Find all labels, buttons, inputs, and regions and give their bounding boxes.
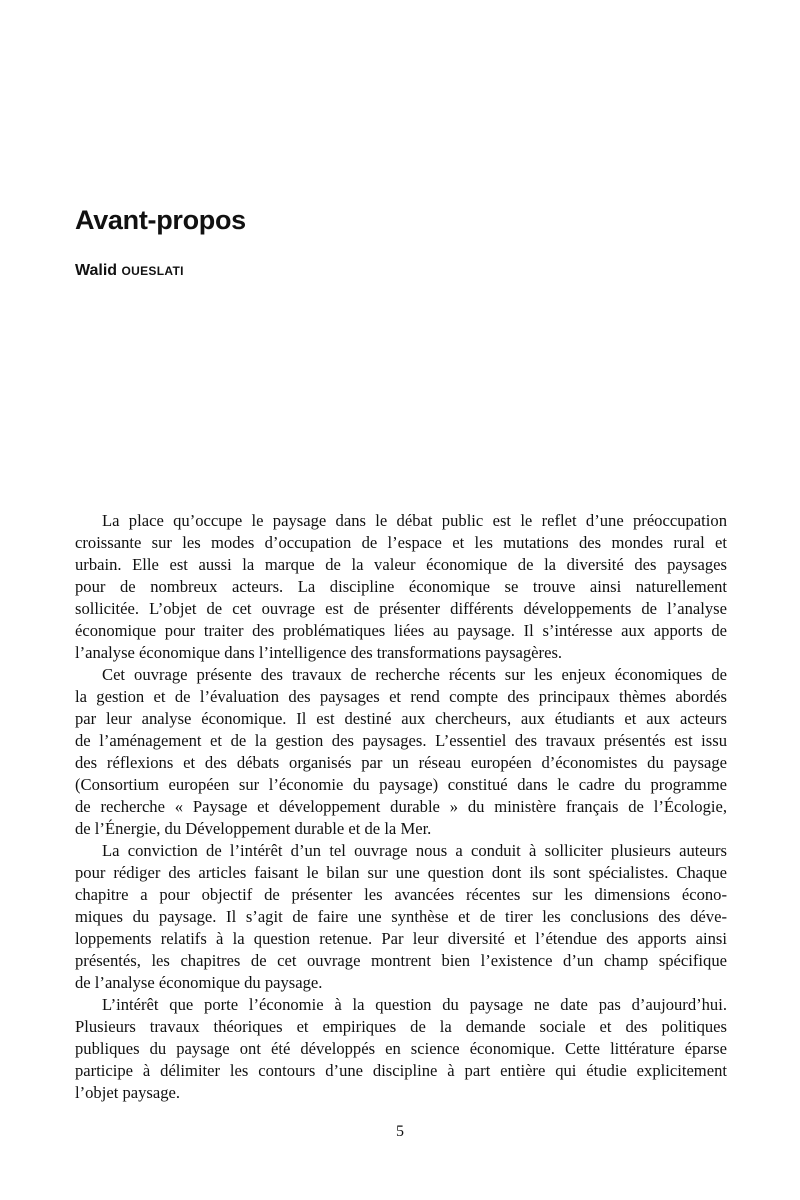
text-line: miques du paysage. Il s’agit de faire une synthèse et de tirer les conclusions des déve- bbox=[75, 907, 727, 926]
author-name bbox=[75, 262, 184, 280]
text-line: participe à délimiter les contours d’une discipline à part entière qui étudie explicitement bbox=[75, 1061, 727, 1080]
paragraph bbox=[75, 664, 727, 840]
text-line: croissante sur les modes d’occupation de l’espace et les mutations des mondes rural et bbox=[75, 533, 727, 552]
page-number: 5 bbox=[396, 1123, 404, 1140]
text-line: économique pour traiter des problématiques liées au paysage. Il s’intéresse aux apports de bbox=[75, 621, 727, 640]
text-line: loppements relatifs à la question retenue. Par leur diversité et l’étendue des apports ainsi bbox=[75, 929, 727, 948]
text-line: de l’aménagement et de la gestion des paysages. L’essentiel des travaux présentés est issu bbox=[75, 731, 727, 750]
paragraph bbox=[75, 840, 727, 994]
text-line: L’intérêt que porte l’économie à la question du paysage ne date pas d’aujourd’hui. bbox=[102, 995, 727, 1014]
text-line: Cet ouvrage présente des travaux de recherche récents sur les enjeux économiques de bbox=[102, 665, 727, 684]
page-title: Avant-propos bbox=[75, 205, 246, 235]
text-line: l’analyse économique dans l’intelligence des transformations paysagères. bbox=[75, 643, 563, 662]
text-line: publiques du paysage ont été développés en science économique. Cette littérature éparse bbox=[75, 1039, 727, 1058]
text-line: de l’Énergie, du Développement durable et de la Mer. bbox=[75, 819, 432, 838]
author-first-name: Walid bbox=[75, 262, 118, 279]
text-line: La place qu’occupe le paysage dans le débat public est le reflet d’une préoccupation bbox=[102, 511, 727, 530]
text-line: urbain. Elle est aussi la marque de la valeur économique de la diversité des paysages bbox=[75, 555, 727, 574]
text-line: des réflexions et des débats organisés par un réseau européen d’économistes du paysage bbox=[75, 753, 727, 772]
paragraph bbox=[75, 994, 727, 1104]
text-line: de l’analyse économique du paysage. bbox=[75, 973, 323, 992]
text-line: pour de nombreux acteurs. La discipline économique se trouve ainsi naturellement bbox=[75, 577, 727, 596]
text-line: présentés, les chapitres de cet ouvrage montrent bien l’existence d’un champ spécifique bbox=[75, 951, 727, 970]
text-line: La conviction de l’intérêt d’un tel ouvrage nous a conduit à solliciter plusieurs auteurs bbox=[102, 841, 727, 860]
paragraph bbox=[75, 510, 727, 664]
text-line: chapitre a pour objectif de présenter les avancées récentes sur les dimensions écono- bbox=[75, 885, 727, 904]
text-line: pour rédiger des articles faisant le bilan sur une question dont ils sont spécialistes. Chaque bbox=[75, 863, 727, 882]
author-last-name: OUESLATI bbox=[121, 264, 184, 278]
text-line: sollicitée. L’objet de cet ouvrage est de présenter différents développements de l’analyse bbox=[75, 599, 727, 618]
text-line: la gestion et de l’évaluation des paysages et rend compte des principaux thèmes abordés bbox=[75, 687, 727, 706]
text-line: de recherche « Paysage et développement durable » du ministère français de l’Écologie, bbox=[75, 797, 727, 816]
text-line: l’objet paysage. bbox=[75, 1083, 181, 1102]
body-text bbox=[75, 510, 727, 1104]
text-line: par leur analyse économique. Il est destiné aux chercheurs, aux étudiants et aux acteurs bbox=[75, 709, 727, 728]
text-line: Plusieurs travaux théoriques et empiriques de la demande sociale et des politiques bbox=[75, 1017, 727, 1036]
text-line: (Consortium européen sur l’économie du paysage) constitué dans le cadre du programme bbox=[75, 775, 727, 794]
